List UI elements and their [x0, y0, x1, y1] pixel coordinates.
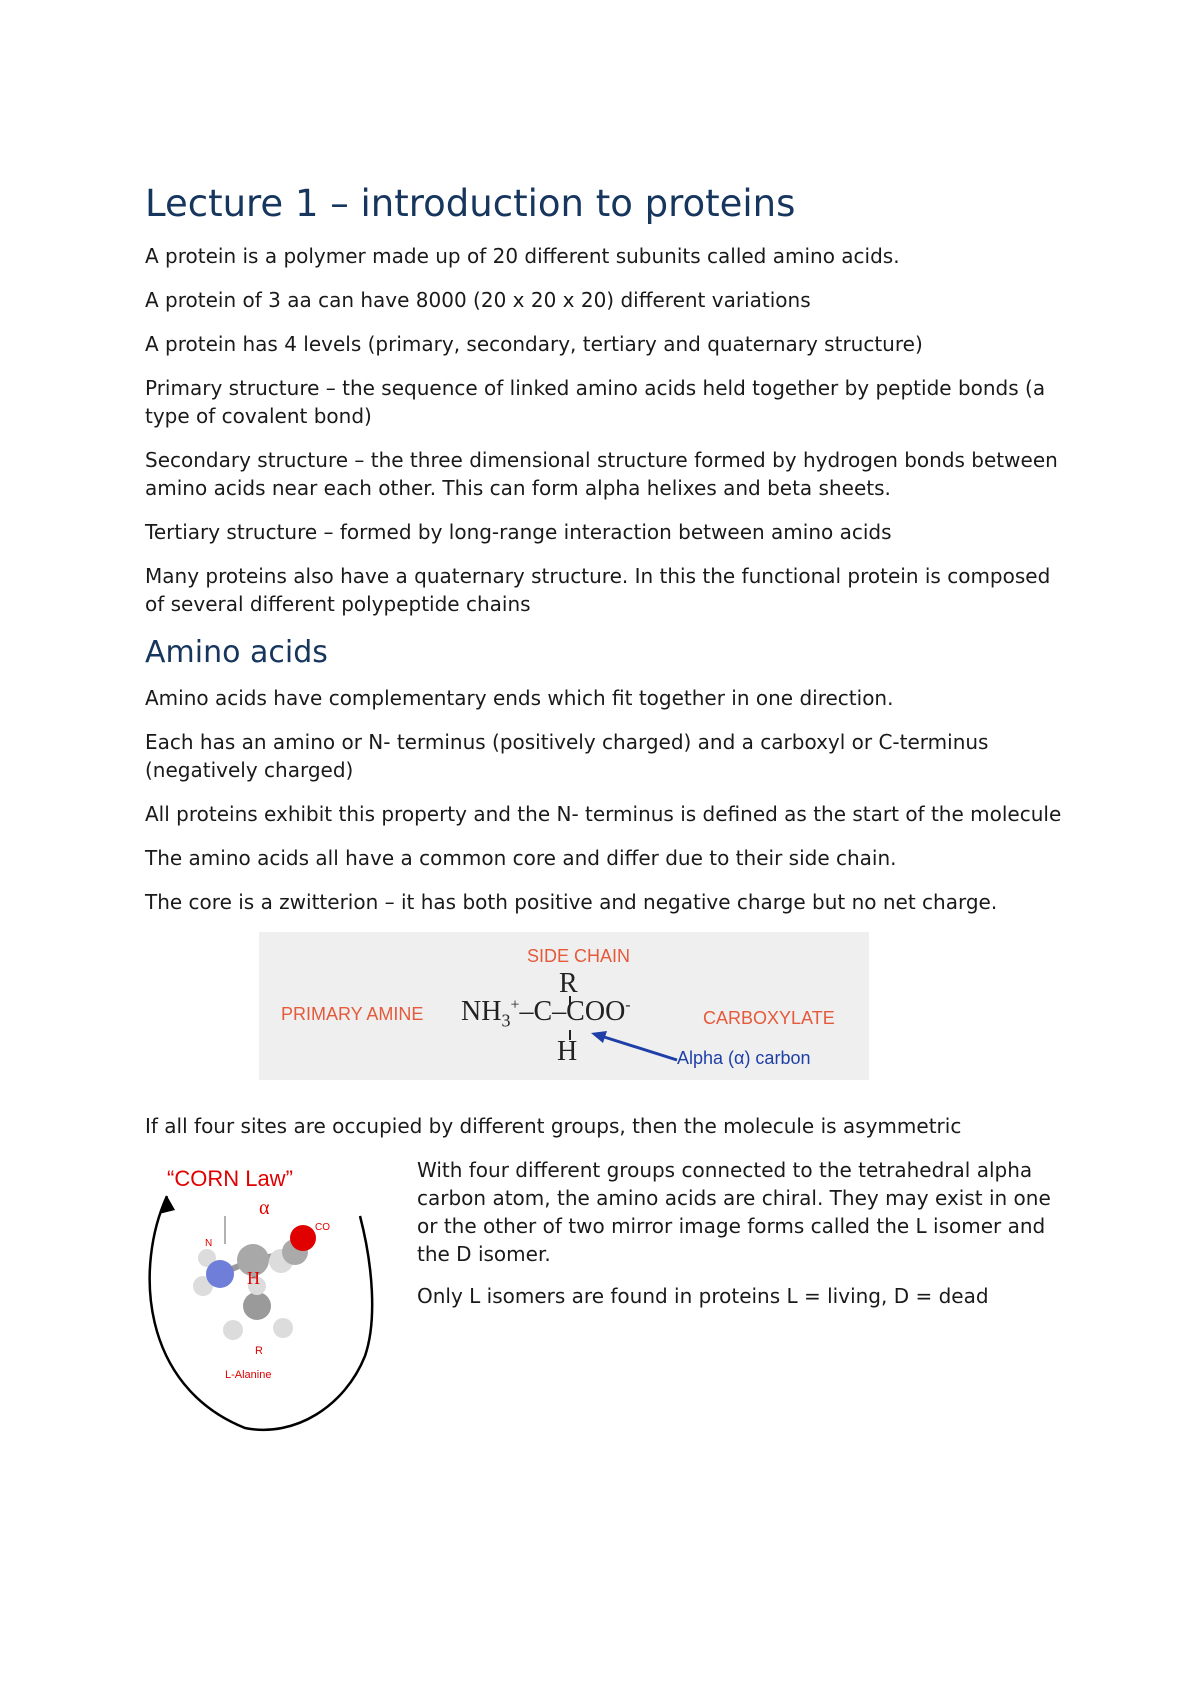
paragraph: Amino acids have complementary ends which fit together in one direction. — [145, 686, 894, 710]
document-content — [145, 180, 1065, 1446]
corn-law-figure — [145, 1156, 390, 1436]
paragraph: The core is a zwitterion – it has both positive and negative charge but no net charge. — [145, 890, 998, 914]
paragraph: Each has an amino or N- terminus (positively charged) and a carboxyl or C-terminus (negatively charged) — [145, 730, 989, 782]
corn-law-title: “CORN Law” — [167, 1166, 293, 1191]
paragraph: Primary structure – the sequence of linked amino acids held together by peptide bonds (a type of covalent bond) — [145, 376, 1046, 428]
alpha-carbon-arrow — [601, 1036, 677, 1060]
chirality-text — [417, 1156, 1067, 1324]
chirality-section — [145, 1156, 1065, 1446]
primary-amine-label: PRIMARY AMINE — [281, 1004, 424, 1024]
alpha-symbol: α — [259, 1197, 270, 1219]
h-label: H — [247, 1268, 260, 1288]
carboxylate-label: CARBOXYLATE — [703, 1008, 835, 1028]
paragraph: With four different groups connected to the tetrahedral alpha carbon atom, the amino acids are chiral. They may exist in one or the other of two mirror image forms called the L isomer and the D isomer. — [417, 1158, 1051, 1266]
paragraph: A protein is a polymer made up of 20 different subunits called amino acids. — [145, 244, 900, 268]
alpha-carbon-label: Alpha (α) carbon — [677, 1048, 811, 1068]
section-heading: Amino acids — [145, 635, 328, 670]
r-label: R — [255, 1345, 263, 1357]
n-label: N — [205, 1238, 213, 1249]
co-label: CO — [315, 1222, 330, 1233]
amino-acid-structure-figure — [259, 932, 869, 1080]
paragraph: Many proteins also have a quaternary structure. In this the functional protein is composed of several different polypeptide chains — [145, 564, 1051, 616]
paragraph: All proteins exhibit this property and the N- terminus is defined as the start of the molecule — [145, 802, 1062, 826]
paragraph: If all four sites are occupied by different groups, then the molecule is asymmetric — [145, 1114, 962, 1138]
amine-formula: $NH_3^+-C-COO^-$ — [461, 996, 631, 1031]
corn-law-illustration — [145, 1156, 390, 1436]
l-alanine-caption: L-Alanine — [225, 1369, 272, 1381]
paragraph: Secondary structure – the three dimensional structure formed by hydrogen bonds between amino acids near each other. This can form alpha helixes and beta sheets. — [145, 448, 1058, 500]
arrow-head — [591, 1031, 607, 1043]
paragraph: Only L isomers are found in proteins L = living, D = dead — [417, 1284, 989, 1308]
paragraph: A protein of 3 aa can have 8000 (20 x 20 x 20) different variations — [145, 288, 811, 312]
page-title: Lecture 1 – introduction to proteins — [145, 182, 796, 225]
side-chain-label: SIDE CHAIN — [527, 946, 631, 966]
paragraph: The amino acids all have a common core and differ due to their side chain. — [145, 846, 897, 870]
hydrogen-atom: H — [557, 1036, 578, 1067]
paragraph: Tertiary structure – formed by long-range interaction between amino acids — [145, 520, 892, 544]
paragraph: A protein has 4 levels (primary, secondary, tertiary and quaternary structure) — [145, 332, 923, 356]
r-group: R — [559, 968, 578, 999]
